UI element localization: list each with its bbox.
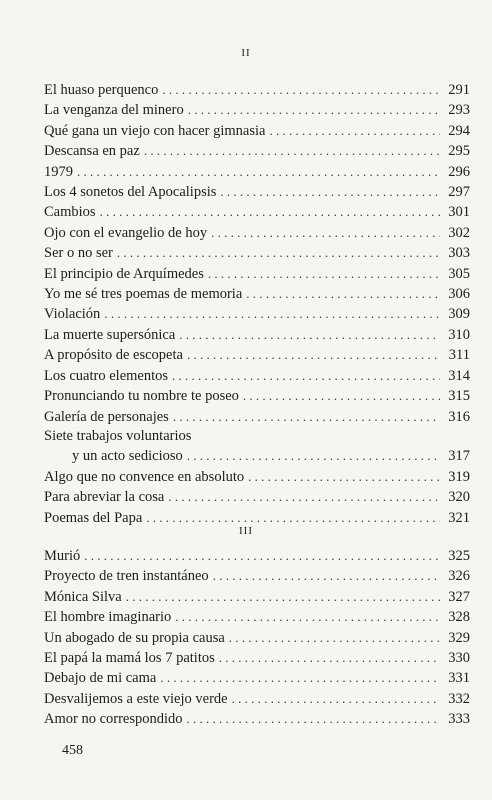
entry-page: 314 [448,367,470,384]
entry-page: 303 [448,245,470,262]
entry-page: 291 [448,82,470,98]
entry-page: 311 [448,347,470,364]
dot-leader [77,162,440,181]
section-numeral: II [241,47,251,59]
toc-entry [44,284,470,304]
toc-entry [44,587,470,607]
toc-entry [44,304,470,324]
entry-title: Siete trabajos voluntarios [44,427,192,444]
toc-entry [44,546,470,566]
entry-page: 294 [448,122,470,139]
toc-entry [44,325,470,345]
toc-section-iii [44,546,470,730]
entry-title: Yo me sé tres poemas de memoria [44,286,243,303]
entry-page: 315 [448,388,470,405]
entry-title: y un acto sedicioso [72,448,183,465]
entry-page: 316 [448,408,470,425]
entry-title: Los cuatro elementos [44,367,169,384]
entry-title: Debajo de mi cama [44,670,157,687]
entry-title: Mónica Silva [44,588,122,605]
dot-leader [211,223,440,242]
entry-page: 332 [448,690,470,707]
section-numeral: III [239,525,253,537]
dot-leader [208,264,440,283]
entry-page: 320 [448,489,470,506]
toc-entry [44,243,470,263]
entry-title: Un abogado de su propia causa [44,629,225,646]
entry-title: El hombre imaginario [44,609,172,626]
toc-entry [44,407,470,427]
entry-title: Algo que no convence en absoluto [44,468,245,485]
entry-page: 309 [448,306,470,323]
entry-page: 325 [448,548,470,564]
entry-page: 306 [448,286,470,303]
toc-entry [44,100,470,120]
entry-page: 321 [448,509,470,526]
toc-entry [44,487,470,507]
dot-leader [232,689,440,708]
dot-leader [246,284,440,303]
dot-leader [179,325,440,344]
toc-entry [44,689,470,709]
dot-leader [126,587,440,606]
toc-entry [44,467,470,487]
entry-page: 302 [448,224,470,241]
entry-page: 310 [448,326,470,343]
toc-entry [44,366,470,386]
entry-page: 331 [448,670,470,687]
entry-page: 319 [448,468,470,485]
toc-section-ii [44,80,470,528]
toc-entry [44,223,470,243]
dot-leader [188,100,440,119]
entry-title: Cambios [44,204,96,221]
entry-title: Los 4 sonetos del Apocalipsis [44,184,217,201]
toc-entry [44,264,470,284]
toc-entry [44,386,470,406]
dot-leader [243,386,440,405]
entry-title: La venganza del minero [44,102,184,119]
toc-entry [44,80,470,100]
dot-leader [220,182,440,201]
dot-leader [104,304,440,323]
entry-title: Descansa en paz [44,143,140,160]
entry-title: El huaso perquenco [44,82,159,98]
entry-page: 293 [448,102,470,119]
entry-title: Galería de personajes [44,408,169,425]
entry-title: Pronunciando tu nombre te poseo [44,388,239,405]
dot-leader [219,648,440,667]
entry-title: Amor no correspondido [44,711,183,728]
entry-page: 333 [448,711,470,728]
entry-title: Ojo con el evangelio de hoy [44,224,208,241]
toc-entry [44,162,470,182]
dot-leader [187,446,440,465]
entry-title: Ser o no ser [44,245,113,262]
entry-page: 297 [448,184,470,201]
entry-page: 330 [448,650,470,667]
toc-entry [44,607,470,627]
dot-leader [168,487,440,506]
toc-entry [44,628,470,648]
entry-page: 328 [448,609,470,626]
toc-entry [44,446,470,466]
dot-leader [229,628,440,647]
page-number: 458 [62,743,83,758]
entry-title: Proyecto de tren instantáneo [44,568,209,585]
dot-leader [162,80,440,99]
entry-title: Qué gana un viejo con hacer gimnasia [44,122,266,139]
entry-page: 317 [448,448,470,465]
entry-title: Para abreviar la cosa [44,489,165,506]
dot-leader [187,709,440,728]
dot-leader [248,467,440,486]
entry-page: 305 [448,265,470,282]
toc-entry [44,182,470,202]
toc-entry [44,709,470,729]
entry-title: El papá la mamá los 7 patitos [44,650,215,667]
entry-title: El principio de Arquímedes [44,265,204,282]
toc-entry [44,345,470,365]
entry-title: La muerte supersónica [44,326,176,343]
toc-entry [44,141,470,161]
entry-page: 295 [448,143,470,160]
dot-leader [100,202,440,221]
toc-entry [44,202,470,222]
entry-title: A propósito de escopeta [44,347,183,364]
entry-title: Murió [44,548,81,564]
toc-entry [44,121,470,141]
toc-entry [44,427,470,446]
dot-leader [117,243,440,262]
entry-page: 327 [448,588,470,605]
toc-entry [44,566,470,586]
toc-entry [44,668,470,688]
dot-leader [187,345,440,364]
entry-page: 329 [448,629,470,646]
entry-title: 1979 [44,163,73,180]
entry-page: 326 [448,568,470,585]
dot-leader [175,607,440,626]
entry-title: Violación [44,306,101,323]
entry-title: Desvalijemos a este viejo verde [44,690,228,707]
toc-entry [44,648,470,668]
dot-leader [213,566,440,585]
entry-page: 301 [448,204,470,221]
dot-leader [84,546,440,565]
dot-leader [144,141,440,160]
entry-title: Poemas del Papa [44,509,143,526]
dot-leader [173,407,440,426]
dot-leader [172,366,440,385]
dot-leader [269,121,440,140]
dot-leader [160,668,440,687]
entry-page: 296 [448,163,470,180]
